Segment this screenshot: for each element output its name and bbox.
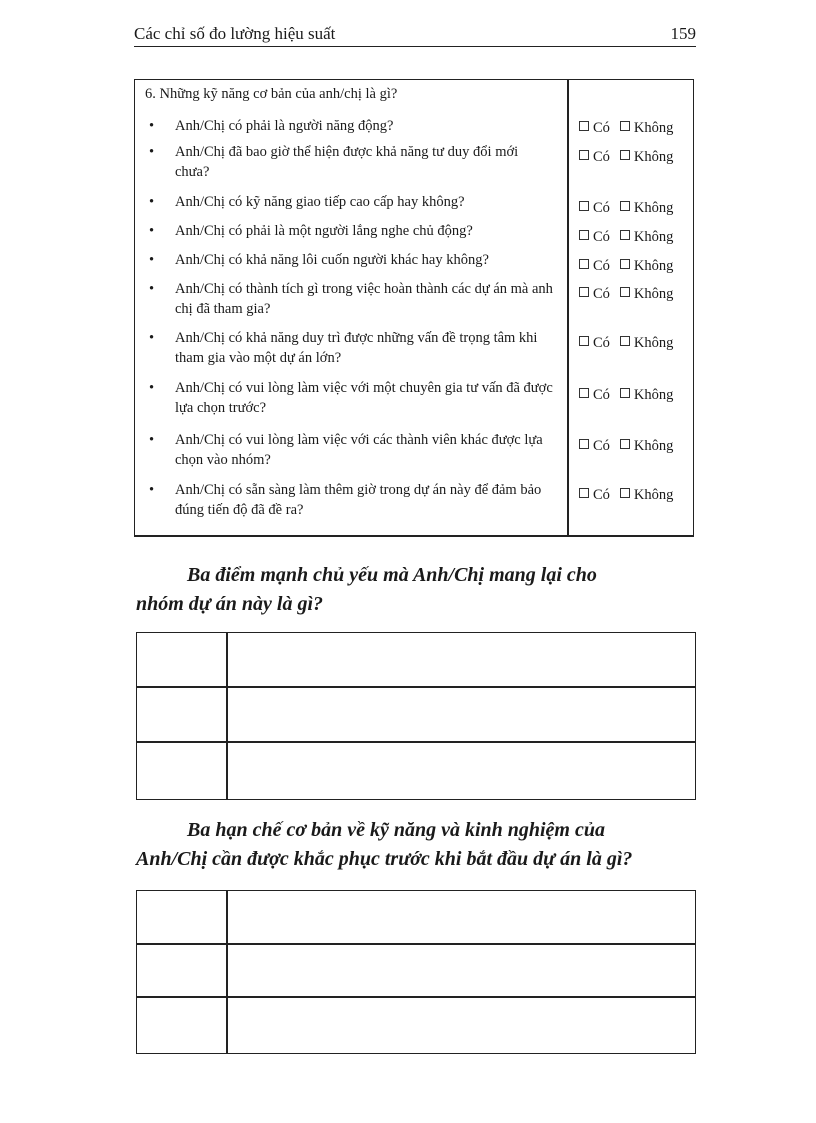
- bullet: •: [149, 144, 155, 160]
- no-option[interactable]: [620, 147, 673, 167]
- no-label: Không: [633, 286, 674, 302]
- limitations-question-line2: Anh/Chị cần được khắc phục trước khi bắt đầu dự án là gì?: [136, 848, 633, 870]
- no-label: Không: [633, 149, 674, 165]
- no-option[interactable]: [620, 227, 673, 247]
- yes-checkbox[interactable]: [579, 201, 589, 211]
- table-column-divider: [226, 633, 228, 799]
- yes-option[interactable]: [579, 256, 610, 276]
- answer-options: [579, 436, 691, 456]
- yes-checkbox[interactable]: [579, 230, 589, 240]
- no-label: Không: [633, 387, 674, 403]
- no-checkbox[interactable]: [620, 201, 630, 211]
- strengths-question-line1: Ba điểm mạnh chủ yếu mà Anh/Chị mang lại cho: [187, 564, 597, 586]
- no-checkbox[interactable]: [620, 488, 630, 498]
- table-row-divider: [137, 996, 695, 998]
- answer-options: [579, 256, 691, 276]
- yes-option[interactable]: [579, 284, 610, 304]
- yes-checkbox[interactable]: [579, 150, 589, 160]
- table-row-divider: [137, 943, 695, 945]
- yes-option[interactable]: [579, 227, 610, 247]
- question-text: Anh/Chị có sẵn sàng làm thêm giờ trong dự án này để đảm bảo đúng tiến độ đã đề ra?: [175, 482, 542, 518]
- page-number: 159: [670, 24, 696, 43]
- bullet: •: [149, 194, 155, 210]
- answer-options: [579, 385, 691, 405]
- limitations-answer-table: [136, 890, 696, 1054]
- yes-label: Có: [593, 438, 610, 454]
- table-row-divider: [137, 686, 695, 688]
- yes-checkbox[interactable]: [579, 259, 589, 269]
- no-option[interactable]: [620, 198, 673, 218]
- no-option[interactable]: [620, 284, 673, 304]
- bullet: •: [149, 223, 155, 239]
- question-text: Anh/Chị có thành tích gì trong việc hoàn thành các dự án mà anh chị đã tham gia?: [175, 281, 553, 317]
- bullet: •: [149, 118, 155, 134]
- strengths-question: [136, 561, 696, 619]
- yes-option[interactable]: [579, 385, 610, 405]
- answer-options: [579, 227, 691, 247]
- no-checkbox[interactable]: [620, 259, 630, 269]
- yes-option[interactable]: [579, 485, 610, 505]
- question-text: Anh/Chị có khả năng lôi cuốn người khác hay không?: [175, 252, 489, 268]
- yes-checkbox[interactable]: [579, 287, 589, 297]
- no-checkbox[interactable]: [620, 336, 630, 346]
- no-label: Không: [633, 438, 674, 454]
- yes-label: Có: [593, 120, 610, 136]
- yes-label: Có: [593, 487, 610, 503]
- bullet: •: [149, 432, 155, 448]
- yes-checkbox[interactable]: [579, 488, 589, 498]
- yes-option[interactable]: [579, 333, 610, 353]
- limitations-question-line1: Ba hạn chế cơ bản về kỹ năng và kinh nghiệm của: [187, 819, 605, 841]
- no-option[interactable]: [620, 385, 673, 405]
- yes-option[interactable]: [579, 118, 610, 138]
- question-text: Anh/Chị có phải là người năng động?: [175, 118, 394, 134]
- no-option[interactable]: [620, 118, 673, 138]
- table-column-divider: [226, 891, 228, 1053]
- yes-label: Có: [593, 229, 610, 245]
- question-text: Anh/Chị có vui lòng làm việc với các thành viên khác được lựa chọn vào nhóm?: [175, 432, 543, 468]
- no-label: Không: [633, 487, 674, 503]
- yes-label: Có: [593, 335, 610, 351]
- yes-label: Có: [593, 149, 610, 165]
- column-divider: [567, 80, 569, 535]
- question-text: Anh/Chị có phải là một người lắng nghe chủ động?: [175, 223, 473, 239]
- yes-label: Có: [593, 286, 610, 302]
- skills-questionnaire-box: [134, 79, 694, 537]
- no-option[interactable]: [620, 333, 673, 353]
- question-text: Anh/Chị có vui lòng làm việc với một chuyên gia tư vấn đã được lựa chọn trước?: [175, 380, 553, 416]
- table-row-divider: [137, 741, 695, 743]
- strengths-answer-table: [136, 632, 696, 800]
- bullet: •: [149, 281, 155, 297]
- answer-options: [579, 147, 691, 167]
- yes-checkbox[interactable]: [579, 336, 589, 346]
- no-checkbox[interactable]: [620, 388, 630, 398]
- no-checkbox[interactable]: [620, 230, 630, 240]
- yes-checkbox[interactable]: [579, 121, 589, 131]
- answer-options: [579, 333, 691, 353]
- bullet: •: [149, 482, 155, 498]
- bullet: •: [149, 252, 155, 268]
- no-label: Không: [633, 335, 674, 351]
- question-text: Anh/Chị đã bao giờ thể hiện được khả năng tư duy đổi mới chưa?: [175, 144, 519, 180]
- answer-options: [579, 198, 691, 218]
- no-label: Không: [633, 258, 674, 274]
- strengths-question-line2: nhóm dự án này là gì?: [136, 593, 324, 615]
- no-checkbox[interactable]: [620, 121, 630, 131]
- yes-label: Có: [593, 200, 610, 216]
- question-heading: 6. Những kỹ năng cơ bản của anh/chị là gì?: [145, 86, 398, 102]
- no-checkbox[interactable]: [620, 150, 630, 160]
- yes-option[interactable]: [579, 198, 610, 218]
- running-title: Các chỉ số đo lường hiệu suất: [134, 24, 336, 43]
- yes-checkbox[interactable]: [579, 388, 589, 398]
- answer-options: [579, 485, 691, 505]
- question-text: Anh/Chị có khả năng duy trì được những vấn đề trọng tâm khi tham gia vào một dự án lớn?: [175, 330, 538, 366]
- no-label: Không: [633, 200, 674, 216]
- answer-options: [579, 284, 691, 304]
- bullet: •: [149, 380, 155, 396]
- yes-checkbox[interactable]: [579, 439, 589, 449]
- no-label: Không: [633, 229, 674, 245]
- yes-option[interactable]: [579, 436, 610, 456]
- no-checkbox[interactable]: [620, 439, 630, 449]
- yes-label: Có: [593, 258, 610, 274]
- page-header: [134, 24, 696, 47]
- answer-options: [579, 118, 691, 138]
- no-checkbox[interactable]: [620, 287, 630, 297]
- question-text: Anh/Chị có kỹ năng giao tiếp cao cấp hay không?: [175, 194, 465, 210]
- yes-label: Có: [593, 387, 610, 403]
- yes-option[interactable]: [579, 147, 610, 167]
- no-label: Không: [633, 120, 674, 136]
- no-option[interactable]: [620, 436, 673, 456]
- bullet: •: [149, 330, 155, 346]
- no-option[interactable]: [620, 485, 673, 505]
- no-option[interactable]: [620, 256, 673, 276]
- limitations-question: [136, 816, 696, 874]
